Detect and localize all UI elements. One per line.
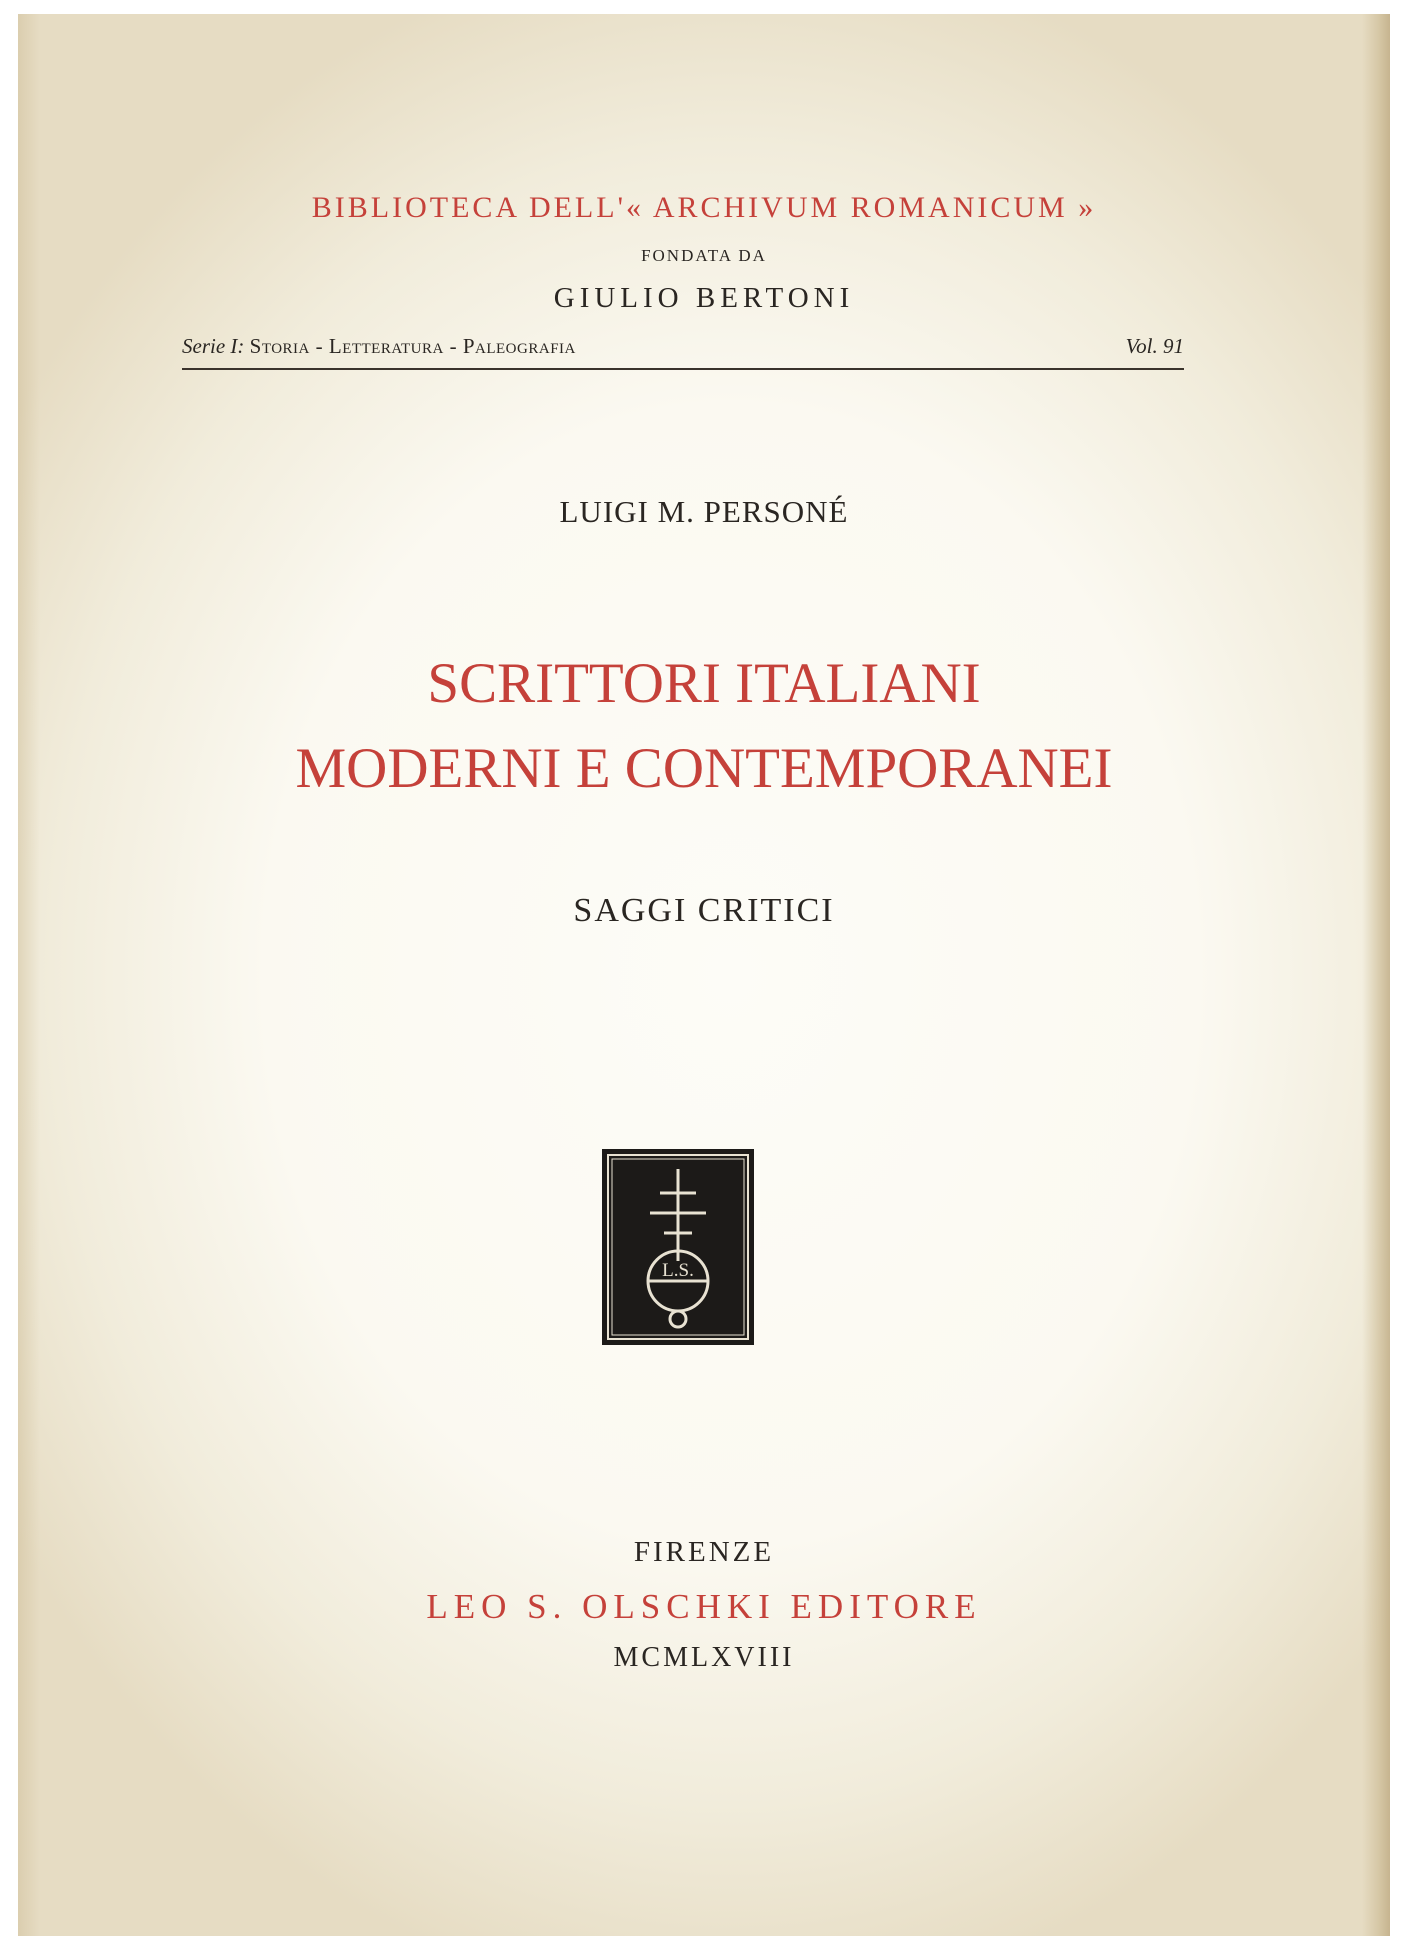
header-rule bbox=[182, 368, 1184, 370]
founded-by-label: FONDATA DA bbox=[641, 246, 767, 265]
publisher-mark-icon bbox=[602, 1149, 754, 1345]
series-info-line bbox=[182, 334, 1184, 364]
imprint-city: FIRENZE bbox=[633, 1536, 775, 1568]
volume-number: Vol. 91 bbox=[1125, 334, 1184, 358]
title-page bbox=[18, 14, 1390, 1936]
book-subtitle: SAGGI CRITICI bbox=[573, 892, 835, 929]
founder-name: GIULIO BERTONI bbox=[553, 282, 855, 314]
collection-title: BIBLIOTECA DELL'« ARCHIVUM ROMANICUM » bbox=[311, 191, 1097, 224]
author-name: LUIGI M. PERSONÉ bbox=[559, 494, 849, 529]
series-designation bbox=[182, 334, 576, 359]
series-label: Serie I: bbox=[182, 334, 245, 358]
mark-initials: L.S. bbox=[662, 1260, 694, 1281]
book-title-line-2: MODERNI E CONTEMPORANEI bbox=[295, 737, 1113, 800]
book-title-line-1: SCRITTORI ITALIANI bbox=[427, 652, 981, 715]
series-subjects: Storia - Letteratura - Paleografia bbox=[249, 334, 576, 358]
imprint-year: MCMLXVIII bbox=[613, 1642, 795, 1673]
imprint-publisher: LEO S. OLSCHKI EDITORE bbox=[426, 1587, 982, 1626]
